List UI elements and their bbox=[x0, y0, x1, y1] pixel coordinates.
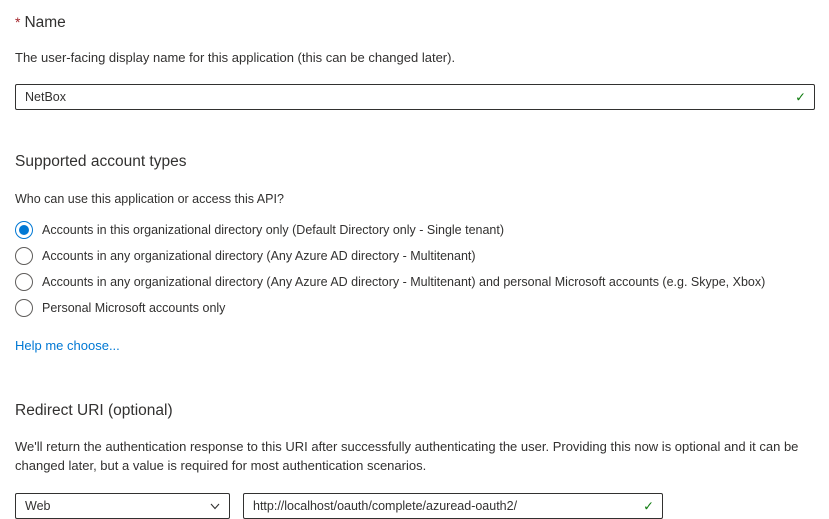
name-input-wrapper bbox=[15, 84, 815, 110]
platform-select-value: Web bbox=[25, 499, 51, 513]
radio-button-icon bbox=[15, 299, 33, 317]
name-input[interactable] bbox=[15, 84, 815, 110]
name-field-label bbox=[15, 12, 815, 33]
radio-label: Personal Microsoft accounts only bbox=[42, 301, 226, 315]
radio-button-icon bbox=[15, 247, 33, 265]
platform-select[interactable] bbox=[15, 493, 230, 519]
check-icon: ✓ bbox=[795, 89, 806, 105]
redirect-uri-input-wrapper bbox=[243, 493, 663, 519]
redirect-uri-input[interactable] bbox=[243, 493, 663, 519]
platform-select-wrapper bbox=[15, 493, 230, 519]
account-types-radio-group bbox=[15, 217, 815, 321]
redirect-uri-row bbox=[15, 493, 815, 519]
check-icon: ✓ bbox=[643, 498, 654, 514]
radio-personal-only[interactable] bbox=[15, 295, 815, 321]
name-label-text: Name bbox=[24, 14, 66, 31]
radio-multitenant[interactable] bbox=[15, 243, 815, 269]
required-asterisk: * bbox=[15, 14, 21, 30]
supported-account-types-title: Supported account types bbox=[15, 153, 187, 170]
radio-label: Accounts in any organizational directory (Any Azure AD directory - Multitenant) and personal Microsoft accounts (e.g. Skype, Xbox) bbox=[42, 275, 766, 289]
account-types-question: Who can use this application or access this API? bbox=[15, 192, 284, 206]
radio-button-icon bbox=[15, 273, 33, 291]
radio-multitenant-personal[interactable] bbox=[15, 269, 815, 295]
redirect-uri-title: Redirect URI (optional) bbox=[15, 402, 173, 419]
radio-label: Accounts in this organizational directory only (Default Directory only - Single tenant) bbox=[42, 223, 505, 237]
name-field-description: The user-facing display name for this application (this can be changed later). bbox=[15, 50, 456, 65]
help-me-choose-link[interactable]: Help me choose... bbox=[15, 338, 120, 353]
radio-button-icon bbox=[15, 221, 33, 239]
radio-single-tenant[interactable] bbox=[15, 217, 815, 243]
radio-label: Accounts in any organizational directory (Any Azure AD directory - Multitenant) bbox=[42, 249, 476, 263]
redirect-uri-description: We'll return the authentication response to this URI after successfully authenticating the user. Providing this now is optional and it can be changed later, but a value is required for most authentication scenarios. bbox=[15, 439, 799, 473]
